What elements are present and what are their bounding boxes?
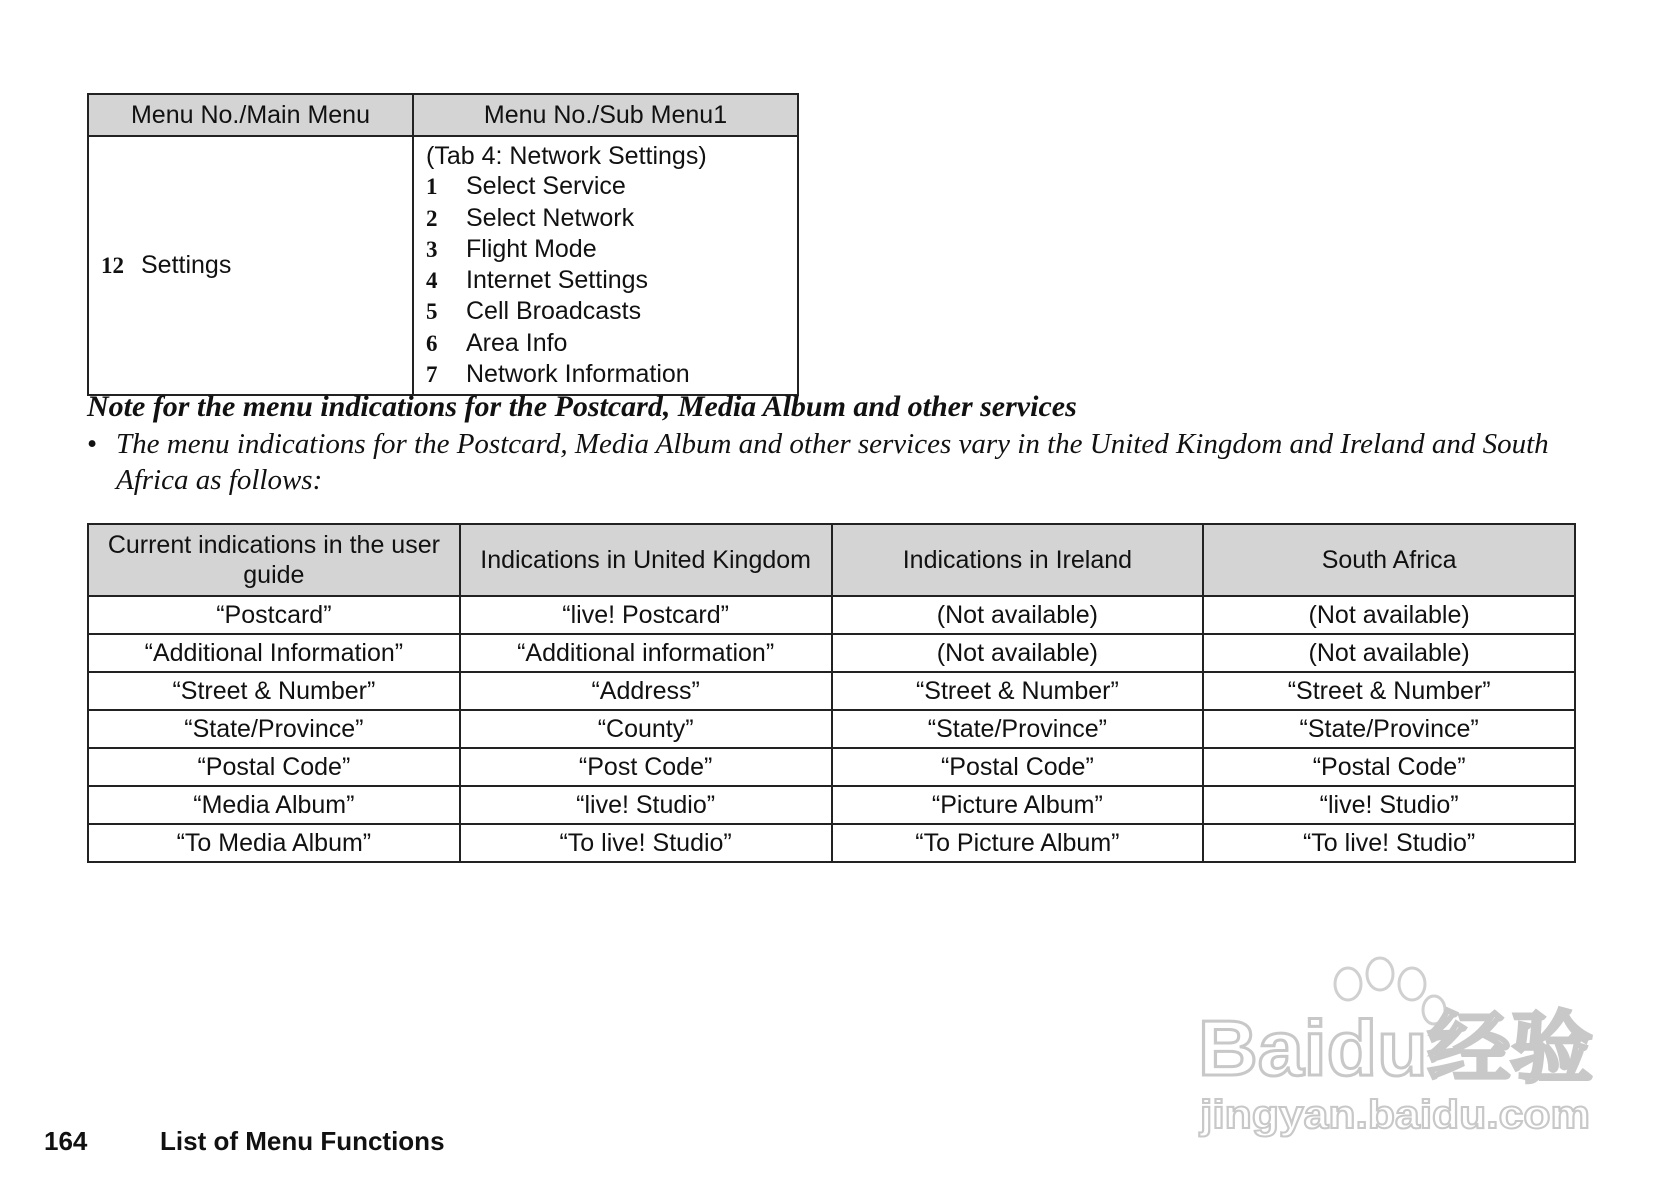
cell-south-africa: “To live! Studio” xyxy=(1203,824,1575,862)
header-current-indications: Current indications in the user guide xyxy=(88,524,460,596)
sub-menu-item xyxy=(426,328,787,359)
sub-menu-item-label: Select Service xyxy=(466,172,626,201)
watermark-url: jingyan.baidu.com xyxy=(1198,1093,1590,1137)
indications-table xyxy=(87,523,1576,863)
section-title: List of Menu Functions xyxy=(160,1126,445,1156)
table-row xyxy=(88,596,1575,634)
cell-united-kingdom: “To live! Studio” xyxy=(460,824,832,862)
sub-menu-item xyxy=(426,203,787,234)
cell-current: “To Media Album” xyxy=(88,824,460,862)
cell-ireland: “State/Province” xyxy=(832,710,1204,748)
sub-menu-item-number: 2 xyxy=(426,205,438,231)
table-row xyxy=(88,710,1575,748)
sub-menu-item-number: 4 xyxy=(426,268,438,294)
header-united-kingdom: Indications in United Kingdom xyxy=(460,524,832,596)
menu-header-sub: Menu No./Sub Menu1 xyxy=(413,94,798,136)
cell-south-africa: “Street & Number” xyxy=(1203,672,1575,710)
cell-current: “State/Province” xyxy=(88,710,460,748)
menu-table-row xyxy=(88,136,798,395)
cell-current: “Postcard” xyxy=(88,596,460,634)
page-footer xyxy=(44,1126,445,1157)
header-south-africa: South Africa xyxy=(1203,524,1575,596)
sub-menu-item-label: Cell Broadcasts xyxy=(466,297,642,326)
cell-ireland: “Postal Code” xyxy=(832,748,1204,786)
baidu-watermark xyxy=(1198,950,1598,1140)
sub-menu-item xyxy=(426,265,787,296)
sub-menu-title: (Tab 4: Network Settings) xyxy=(426,142,707,170)
sub-menu-item-label: Select Network xyxy=(466,203,635,232)
cell-current: “Postal Code” xyxy=(88,748,460,786)
bullet-mark: • xyxy=(87,428,98,460)
cell-united-kingdom: “Additional information” xyxy=(460,634,832,672)
cell-ireland: (Not available) xyxy=(832,634,1204,672)
table-row xyxy=(88,634,1575,672)
sub-menu-item-label: Internet Settings xyxy=(466,266,649,295)
main-menu-number: 12 xyxy=(101,253,124,279)
cell-current: “Street & Number” xyxy=(88,672,460,710)
sub-menu-item-label: Network Information xyxy=(466,360,690,389)
cell-united-kingdom: “Address” xyxy=(460,672,832,710)
menu-table-header-row xyxy=(88,94,798,136)
cell-south-africa: (Not available) xyxy=(1203,634,1575,672)
cell-ireland: “Street & Number” xyxy=(832,672,1204,710)
sub-menu-item-number: 7 xyxy=(426,362,438,388)
sub-menu-item-label: Flight Mode xyxy=(466,234,597,263)
cell-united-kingdom: “County” xyxy=(460,710,832,748)
page-number: 164 xyxy=(44,1126,88,1156)
sub-menu-item-label: Area Info xyxy=(466,328,568,357)
header-ireland: Indications in Ireland xyxy=(832,524,1204,596)
menu-table xyxy=(87,93,799,396)
cell-united-kingdom: “Post Code” xyxy=(460,748,832,786)
cell-ireland: “To Picture Album” xyxy=(832,824,1204,862)
menu-header-main: Menu No./Main Menu xyxy=(88,94,413,136)
note-heading: Note for the menu indications for the Postcard, Media Album and other services xyxy=(87,390,1077,423)
cell-current: “Media Album” xyxy=(88,786,460,824)
sub-menu-item xyxy=(426,171,787,202)
sub-menu-item xyxy=(426,234,787,265)
cell-united-kingdom: “live! Postcard” xyxy=(460,596,832,634)
watermark-brand: Baidu经验 xyxy=(1198,1004,1593,1092)
cell-south-africa: (Not available) xyxy=(1203,596,1575,634)
sub-menu-item-number: 1 xyxy=(426,174,438,200)
table-row xyxy=(88,786,1575,824)
note-text: The menu indications for the Postcard, Media Album and other services vary in the United Kingdom and Ireland and South Africa as follows: xyxy=(116,428,1549,496)
main-menu-label: Settings xyxy=(141,251,232,280)
cell-south-africa: “State/Province” xyxy=(1203,710,1575,748)
cell-ireland: (Not available) xyxy=(832,596,1204,634)
main-menu-cell xyxy=(88,136,413,395)
sub-menu-item-number: 6 xyxy=(426,330,438,356)
table-row xyxy=(88,748,1575,786)
table-row xyxy=(88,824,1575,862)
sub-menu-item xyxy=(426,296,787,327)
table-row xyxy=(88,672,1575,710)
cell-south-africa: “Postal Code” xyxy=(1203,748,1575,786)
note-bullet xyxy=(87,426,1587,498)
cell-south-africa: “live! Studio” xyxy=(1203,786,1575,824)
sub-menu-item xyxy=(426,359,787,390)
cell-current: “Additional Information” xyxy=(88,634,460,672)
indications-header-row xyxy=(88,524,1575,596)
sub-menu-cell xyxy=(413,136,798,395)
sub-menu-item-number: 3 xyxy=(426,236,438,262)
sub-menu-item-number: 5 xyxy=(426,299,438,325)
cell-ireland: “Picture Album” xyxy=(832,786,1204,824)
cell-united-kingdom: “live! Studio” xyxy=(460,786,832,824)
